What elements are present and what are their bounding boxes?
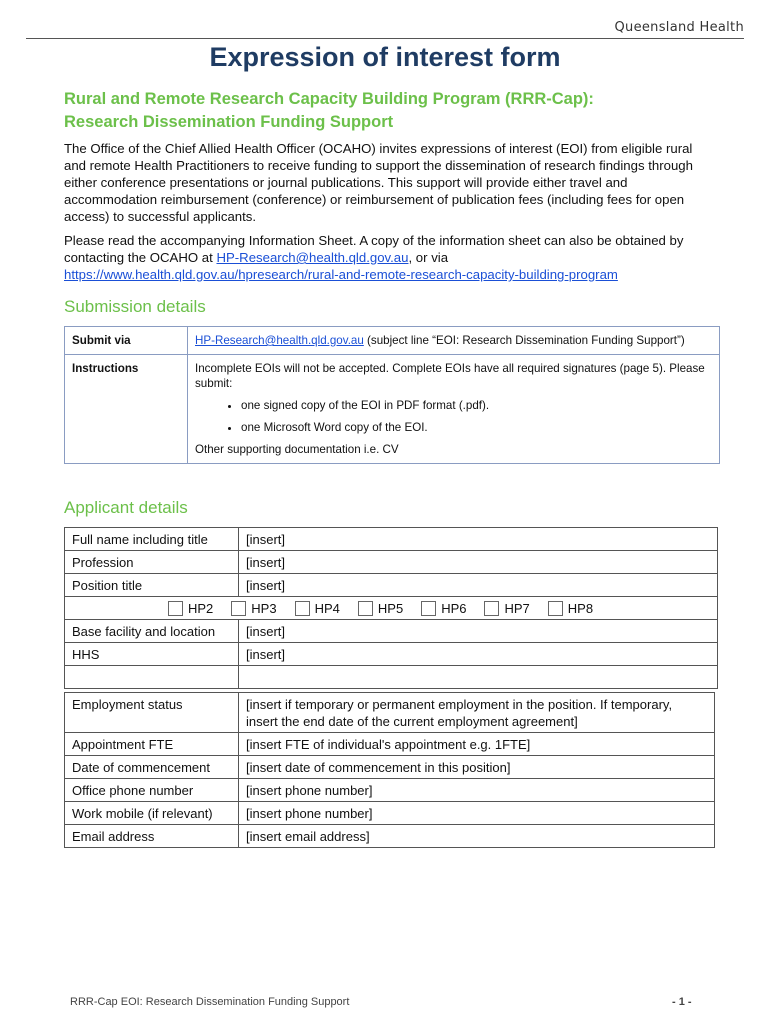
applicant-heading: Applicant details xyxy=(64,498,188,517)
instructions-text: Incomplete EOIs will not be accepted. Complete EOIs have all required signatures (page 5). Please submit: xyxy=(195,362,705,390)
appointment-fte-field[interactable]: [insert FTE of individual's appointment e.g. 1FTE] xyxy=(246,737,531,752)
hp-option xyxy=(548,601,593,616)
hp-option xyxy=(168,601,213,616)
row-label: Full name including title xyxy=(65,528,239,550)
full-name-field[interactable]: [insert] xyxy=(246,532,286,547)
hp-option xyxy=(421,601,466,616)
subtitle-line-2: Research Dissemination Funding Support xyxy=(64,113,394,131)
hp4-checkbox[interactable] xyxy=(295,601,310,616)
table-row xyxy=(64,756,715,779)
row-label: Employment status xyxy=(65,693,239,732)
hp6-checkbox[interactable] xyxy=(421,601,436,616)
queensland-health-logo: Queensland Health xyxy=(614,20,744,35)
row-label: Email address xyxy=(65,825,239,847)
row-label: Date of commencement xyxy=(65,756,239,778)
employment-status-row xyxy=(64,693,715,733)
table-row xyxy=(64,528,718,551)
hp-label: HP6 xyxy=(441,600,467,616)
table-row xyxy=(64,551,718,574)
hp-option xyxy=(231,601,276,616)
info-sheet-paragraph xyxy=(64,232,714,283)
submit-via-value xyxy=(188,327,720,355)
table-row xyxy=(64,574,718,597)
hp-label: HP4 xyxy=(314,600,340,616)
instructions-label: Instructions xyxy=(65,355,188,464)
table-row xyxy=(64,733,715,756)
table-row xyxy=(64,620,718,643)
hp-level-row xyxy=(64,597,718,620)
instructions-other: Other supporting documentation i.e. CV xyxy=(195,443,399,456)
page-number: - 1 - xyxy=(672,996,692,1008)
submit-subject-text: (subject line “EOI: Research Dissemination Funding Support”) xyxy=(363,334,685,347)
employment-status-field[interactable]: [insert if temporary or permanent employment in the position. If temporary, insert the end date of the current employment agreement] xyxy=(246,697,673,729)
hp8-checkbox[interactable] xyxy=(548,601,563,616)
submit-via-label: Submit via xyxy=(65,327,188,355)
header-rule xyxy=(26,38,744,39)
table-row xyxy=(64,802,715,825)
submission-table xyxy=(64,326,720,464)
list-item: • one Microsoft Word copy of the EOI. xyxy=(241,420,712,435)
submit-email-link[interactable]: HP-Research@health.qld.gov.au xyxy=(195,334,364,347)
hp7-checkbox[interactable] xyxy=(484,601,499,616)
subtitle-line-1: Rural and Remote Research Capacity Building Program (RRR-Cap): xyxy=(64,90,594,108)
email-address-field[interactable]: [insert email address] xyxy=(246,829,370,844)
list-item: • one signed copy of the EOI in PDF format (.pdf). xyxy=(241,398,712,413)
hp2-checkbox[interactable] xyxy=(168,601,183,616)
row-label: Office phone number xyxy=(65,779,239,801)
hp-label: HP5 xyxy=(377,600,404,616)
position-title-field[interactable]: [insert] xyxy=(246,578,286,593)
row-label: Profession xyxy=(65,551,239,573)
submit-via-row xyxy=(65,327,720,355)
page-title: Expression of interest form xyxy=(209,42,561,72)
info-mid: , or via xyxy=(408,250,449,265)
submission-heading: Submission details xyxy=(64,297,206,316)
footer-title: RRR-Cap EOI: Research Dissemination Funding Support xyxy=(70,996,350,1008)
program-subtitle xyxy=(64,88,704,134)
hp-label: HP3 xyxy=(251,600,277,616)
blank-cell xyxy=(65,666,239,688)
work-mobile-field[interactable]: [insert phone number] xyxy=(246,806,373,821)
profession-field[interactable]: [insert] xyxy=(246,555,286,570)
base-facility-field[interactable]: [insert] xyxy=(246,624,286,639)
hp-label: HP2 xyxy=(188,600,214,616)
table-row xyxy=(64,643,718,666)
blank-cell xyxy=(239,666,717,688)
table-row xyxy=(64,779,715,802)
applicant-table xyxy=(64,527,718,689)
intro-paragraph: The Office of the Chief Allied Health Officer (OCAHO) invites expressions of interest (EOI) from eligible rural and remote Health Practitioners to receive funding to support the dissemination of research findings through either conference presentations or journal publications. This support will provide either travel and accommodation reimbursement (conference) or reimbursement of publication fees (including fees for open access) to successful applicants. xyxy=(64,141,693,224)
row-label: Base facility and location xyxy=(65,620,239,642)
row-label: HHS xyxy=(65,643,239,665)
program-url-link[interactable]: https://www.health.qld.gov.au/hpresearch/rural-and-remote-research-capacity-building-program xyxy=(64,267,618,282)
hp-label: HP8 xyxy=(567,600,594,616)
info-text: Please read the accompanying Information Sheet. A copy of the information sheet can also be obtained by contacting the OCAHO at xyxy=(64,233,684,265)
instructions-value xyxy=(188,355,720,464)
commencement-date-field[interactable]: [insert date of commencement in this position] xyxy=(246,760,511,775)
hhs-field[interactable]: [insert] xyxy=(246,647,286,662)
row-label: Work mobile (if relevant) xyxy=(65,802,239,824)
employment-table xyxy=(64,692,715,848)
hp-label: HP7 xyxy=(504,600,530,616)
office-phone-field[interactable]: [insert phone number] xyxy=(246,783,373,798)
hp3-checkbox[interactable] xyxy=(231,601,246,616)
hp5-checkbox[interactable] xyxy=(358,601,373,616)
instructions-list xyxy=(195,398,712,435)
hp-option xyxy=(295,601,340,616)
ocaho-email-link[interactable]: HP-Research@health.qld.gov.au xyxy=(216,250,409,265)
row-label: Position title xyxy=(65,574,239,596)
instructions-row xyxy=(65,355,720,464)
hp-option xyxy=(484,601,529,616)
table-row xyxy=(64,825,715,848)
blank-row xyxy=(64,666,718,689)
row-label: Appointment FTE xyxy=(65,733,239,755)
hp-option xyxy=(358,601,403,616)
